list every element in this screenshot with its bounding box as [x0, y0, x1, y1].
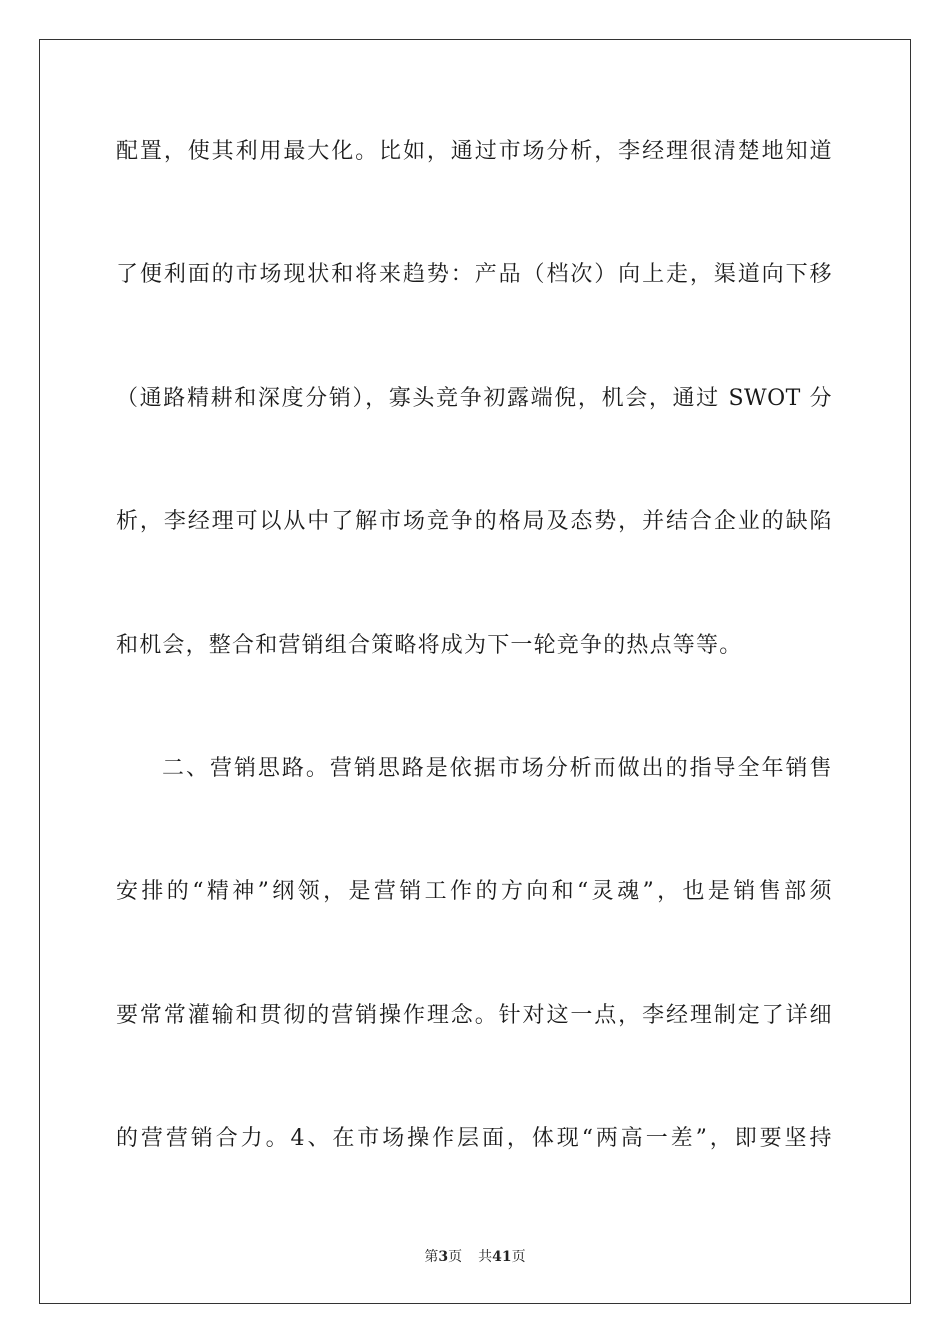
- paragraph-line: 析，李经理可以从中了解市场竞争的格局及态势，并结合企业的缺陷: [116, 509, 832, 535]
- total-pages: 41: [492, 1249, 512, 1265]
- paragraph-line: 了便利面的市场现状和将来趋势：产品（档次）向上走，渠道向下移: [116, 262, 832, 288]
- total-prefix: 共: [478, 1249, 493, 1265]
- paragraph-line: （通路精耕和深度分销），寡头竞争初露端倪，机会，通过 SWOT 分: [116, 385, 832, 411]
- paragraph-line: 和机会，整合和营销组合策略将成为下一轮竞争的热点等等。: [116, 632, 743, 658]
- page-prefix: 第: [424, 1249, 439, 1265]
- page-suffix: 页: [448, 1249, 463, 1265]
- document-body: [116, 124, 832, 1235]
- paragraph-line: 的营营销合力。4、在市场操作层面，体现“两高一差”，即要坚持: [116, 1126, 832, 1152]
- page-footer: [0, 1246, 950, 1266]
- paragraph-line: 配置，使其利用最大化。比如，通过市场分析，李经理很清楚地知道: [116, 139, 832, 164]
- paragraph-line: 安排的“精神”纲领，是营销工作的方向和“灵魂”，也是销售部须: [116, 879, 832, 905]
- page-number: 3: [438, 1249, 449, 1265]
- paragraph-line: 二、营销思路。营销思路是依据市场分析而做出的指导全年销售: [162, 755, 832, 781]
- paragraph-line: 要常常灌输和贯彻的营销操作理念。针对这一点，李经理制定了详细: [116, 1002, 832, 1028]
- total-suffix: 页: [511, 1249, 526, 1265]
